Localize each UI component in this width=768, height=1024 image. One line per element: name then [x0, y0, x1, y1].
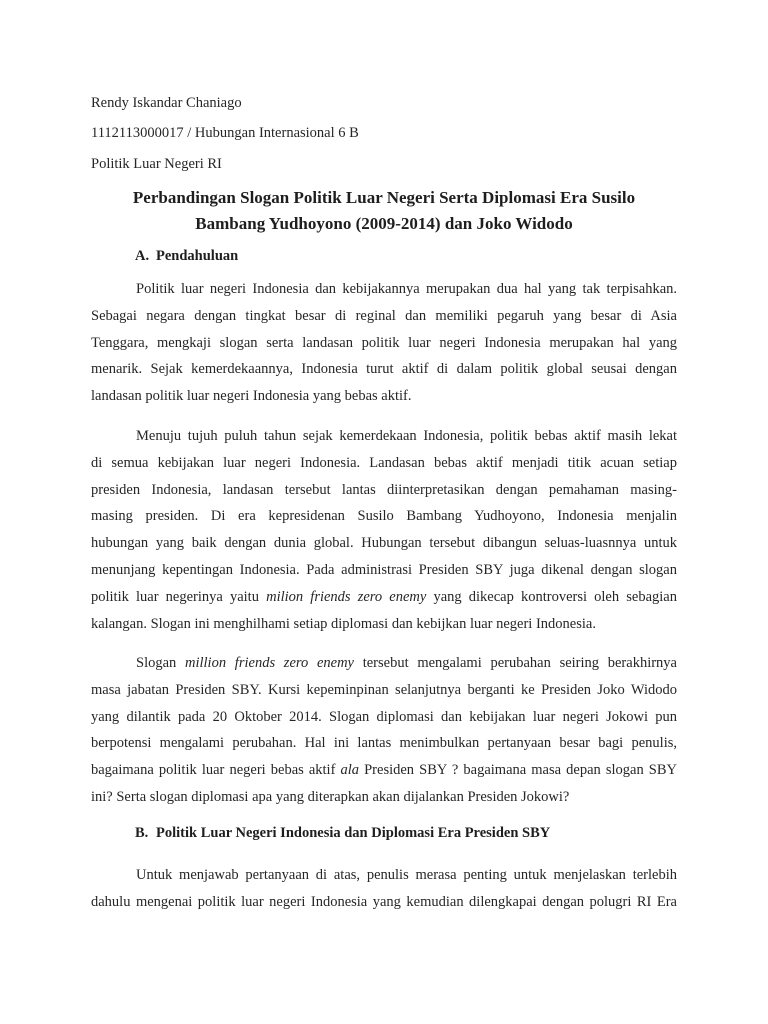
- paragraph-1-line: Sebagai negara dengan tingkat besar di reginal dan memiliki pegaruh yang besar di Asia: [91, 307, 677, 324]
- slogan-italic: million friends zero enemy: [185, 655, 354, 671]
- paragraph-2-text: yang dikecap kontroversi oleh sebagian: [426, 588, 677, 605]
- paragraph-3-text: Slogan: [136, 655, 185, 671]
- paragraph-3-line: berpotensi mengalami perubahan. Hal ini lantas menimbulkan pertanyaan besar bagi penulis,: [91, 735, 677, 752]
- paragraph-3-text: bagaimana politik luar negeri bebas aktif: [91, 762, 341, 779]
- paragraph-2-text: politik luar negerinya yaitu: [91, 588, 267, 605]
- paragraph-3-text: tersebut mengalami perubahan seiring berakhirnya: [353, 655, 677, 671]
- paragraph-1-line: menarik. Sejak kemerdekaannya, Indonesia turut aktif di dalam politik global seusai dengan: [91, 361, 677, 378]
- slogan-italic: milion friends zero enemy: [266, 588, 427, 605]
- section-b-letter: B.: [135, 825, 149, 841]
- paragraph-3-line: [91, 650, 677, 677]
- paragraph-1-line: Politik luar negeri Indonesia dan kebijakannya merupakan dua hal yang tak terpisahkan.: [136, 281, 677, 297]
- paragraph-2-line: kalangan. Slogan ini menghilhami setiap diplomasi dan kebijkan luar negeri Indonesia.: [91, 615, 596, 632]
- paragraph-4: [91, 862, 677, 916]
- paragraph-2-line: masing presiden. Di era kepresidenan Susilo Bambang Yudhoyono, Indonesia menjalin: [91, 508, 677, 525]
- document-title: [91, 185, 677, 237]
- section-b-heading: [135, 824, 550, 842]
- student-id-class: 1112113000017 / Hubungan Internasional 6 B: [91, 125, 359, 141]
- paragraph-3-line: yang dilantik pada 20 Oktober 2014. Slogan diplomasi dan kebijakan luar negeri Jokowi pun: [91, 708, 677, 725]
- paragraph-3-line: [91, 757, 677, 784]
- title-line-1: Perbandingan Slogan Politik Luar Negeri Serta Diplomasi Era Susilo: [132, 188, 636, 207]
- paragraph-1-line: landasan politik luar negeri Indonesia yang bebas aktif.: [91, 388, 412, 405]
- section-a-heading: [135, 247, 238, 265]
- paragraph-3-line: masa jabatan Presiden SBY. Kursi kepeminpinan selanjutnya berganti ke Presiden Joko Widodo: [91, 681, 677, 698]
- paragraph-4-line: Untuk menjawab pertanyaan di atas, penulis merasa penting untuk menjelaskan terlebih: [136, 867, 677, 883]
- section-a-letter: A.: [135, 248, 150, 264]
- ala-italic: ala: [340, 762, 360, 779]
- paragraph-4-line: dahulu mengenai politik luar negeri Indonesia yang kemudian dilengkapai dengan polugri RI Era: [91, 893, 677, 910]
- section-a-title: Pendahuluan: [156, 248, 239, 264]
- paragraph-2-line: Menuju tujuh puluh tahun sejak kemerdekaan Indonesia, politik bebas aktif masih lekat: [136, 428, 677, 444]
- paragraph-2: [91, 423, 677, 637]
- paragraph-2-line: presiden Indonesia, landasan tersebut lantas diinterpretasikan dengan pemahaman masing-: [91, 481, 677, 498]
- paragraph-2-line: hubungan yang baik dengan dunia global. Hubungan tersebut dibangun seluas-luasnnya untuk: [91, 535, 677, 552]
- paragraph-3-text: Presiden SBY ? bagaimana masa depan slogan SBY: [359, 762, 677, 779]
- author-name: Rendy Iskandar Chaniago: [91, 95, 242, 111]
- paragraph-2-line: menunjang kepentingan Indonesia. Pada administrasi Presiden SBY juga dikenal dengan slogan: [91, 561, 677, 578]
- paragraph-1: [91, 276, 677, 410]
- title-line-2: Bambang Yudhoyono (2009-2014) dan Joko Widodo: [195, 214, 573, 233]
- paragraph-2-line: di semua kebijakan luar negeri Indonesia. Landasan bebas aktif menjadi titik acuan setiap: [91, 454, 677, 471]
- paragraph-2-line: [91, 584, 677, 611]
- course-name: Politik Luar Negeri RI: [91, 156, 222, 172]
- paragraph-1-line: Tenggara, mengkaji slogan serta landasan politik luar negeri Indonesia merupakan hal yang: [91, 334, 677, 351]
- paragraph-3: [91, 650, 677, 811]
- section-b-title: Politik Luar Negeri Indonesia dan Diplomasi Era Presiden SBY: [156, 825, 551, 841]
- paragraph-3-line: ini? Serta slogan diplomasi apa yang diterapkan akan dijalankan Presiden Jokowi?: [91, 788, 570, 805]
